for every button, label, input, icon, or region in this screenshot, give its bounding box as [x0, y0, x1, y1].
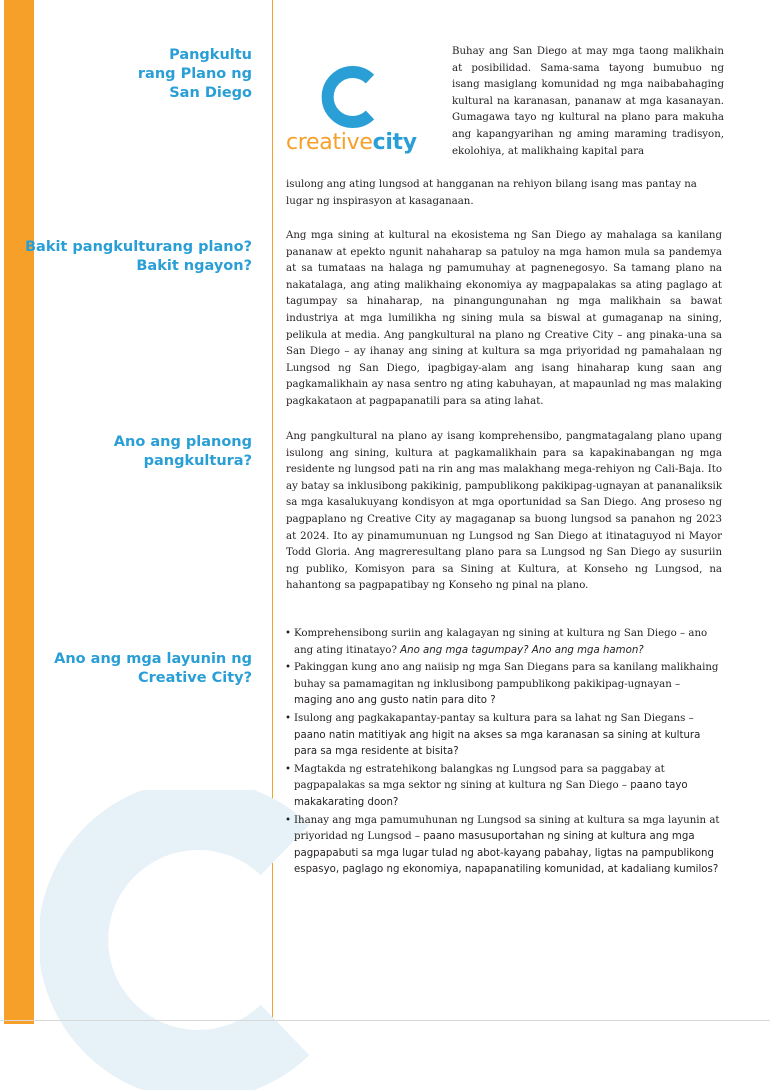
goal-lead: Isulong ang pagkakapantay-pantay sa kultura para sa lahat ng San Diegans – [294, 712, 694, 724]
creative-city-logo [282, 60, 418, 160]
logo-word-creative: creative [286, 130, 373, 155]
what-paragraph: Ang pangkultural na plano ay isang komprehensibo, pangmatagalang plano upang isulong ang sining, kultura at pagkamalikhain para sa kapakinabangan ng mga residente ng lungsod pati na rin ang mas malakhang mega-rehiyon ng Cali-Baja. Ito ay batay sa inklusibong pakikinig, pampublikong pakikipag-ugnayan at pananaliksik sa mga kasalukuyang kondisyon at mga oportunidad sa San Diego. Ang proseso ng pagpaplano ng Creative City ay magaganap sa buong lungsod sa panahon ng 2023 at 2024. Ito ay pinamumunuan ng Lungsod ng San Diego at itinataguyod ni Mayor Todd Gloria. Ang magreresultang plano para sa Lungsod ng San Diego ay susuriin ng publiko, Komisyon para sa Sining at Kultura, at Konseho ng Lungsod, na hahantong sa pagpapatibay ng Konseho ng pinal na plano. [286, 431, 722, 592]
intro-paragraph-top: Buhay ang San Diego at may mga taong malikhain at posibilidad. Sama-sama tayong bumubuo ng isang masiglang komunidad ng mga naibabahaging kultural na karanasan, pananaw at mga kasanayan. Gumagawa tayo ng kultural na plano para makuha ang kapangyarihan ng aming maraming tradisyon, ekolohiya, at malikhaing kapital para [452, 46, 724, 157]
goal-lead: Pakinggan kung ano ang naiisip ng mga San Diegans para sa kanilang malikhaing buhay sa pamamagitan ng inklusibong pampublikong pakikipag-ugnayan – [294, 662, 719, 690]
heading-goals: Ano ang mga layunin ng Creative City? [54, 651, 252, 686]
heading-cultural-plan: Pangkultu rang Plano ng San Diego [137, 47, 252, 101]
heading-what: Ano ang planong pangkultura? [113, 434, 252, 469]
goal-item [285, 626, 721, 659]
logo-wordmark [286, 130, 417, 155]
goal-lead: Magtakda ng estratehikong balangkas ng Lungsod para sa paggabay at pagpapalakas sa mga sektor ng sining at kultura ng San Diego – [294, 763, 665, 792]
why-paragraph: Ang mga sining at kultural na ekosistema ng San Diego ay mahalaga sa kanilang pananaw at epekto ngunit nahaharap sa patuloy na mga hamon mula sa pandemya at sa tumataas na halaga ng pamumuhay at pagnenegosyo. Sa tamang plano na nakatalaga, ang ating malikhaing ekonomiya ay magpapalakas sa ating paglago at tagumpay sa hinaharap, na pinangungunahan ng mga malikhain sa bawat industriya at mga lumilikha ng sining mula sa biswal at gumaganap na sining, pelikula at media. Ang pangkultural na plano ng Creative City – ang pinaka-una sa San Diego – ay ihanay ang sining at kultura sa mga priyoridad ng pamahalaan ng Lungsod ng San Diego, ipagbigay-alam ang isang hinaharap kung saan ang pagkamalikhain ay nasa sentro ng ating kabuhayan, at mapaunlad ng mas malaking pagkakataon at pagpapanatili para sa ating lahat. [286, 230, 722, 407]
goal-item [285, 660, 721, 710]
logo-word-city: city [372, 130, 417, 155]
goal-lead: Ihanay ang mga pamumuhunan ng Lungsod sa sining at kultura sa mga layunin at priyoridad ng Lungsod – [294, 814, 720, 843]
goal-question: paano masusuportahan ng sining at kultura ang mga pagpapabuti sa mga lugar tulad ng abot-kayang pabahay, ligtas na pampublikong espasyo, paglago ng ekonomiya, napapanatiling komunidad, at kadaliang kumilos? [294, 831, 719, 876]
goal-question: paano tayo makakarating doon? [294, 780, 688, 808]
logo-c-icon [318, 65, 382, 129]
goal-question: maging ano ang gusto natin para dito ? [294, 695, 496, 707]
goal-question: Ano ang mga tagumpay? Ano ang mga hamon? [400, 644, 644, 656]
intro-paragraph-bottom: isulong ang ating lungsod at hangganan na rehiyon bilang isang mas pantay na lugar ng inspirasyon at kasaganaan. [286, 179, 697, 207]
heading-why: Bakit pangkulturang plano? Bakit ngayon? [24, 239, 252, 274]
column-divider [272, 0, 273, 1024]
goal-question: paano natin matitiyak ang higit na akses sa mga karanasan sa sining at kultura para sa mga residente at bisita? [294, 729, 701, 758]
page-bottom-rule [0, 1020, 770, 1021]
goal-lead: Komprehensibong suriin ang kalagayan ng sining at kultura ng San Diego – ano ang ating itinatayo? [294, 628, 708, 656]
goal-item [285, 813, 721, 879]
goal-item [285, 762, 721, 812]
orange-side-bar [4, 0, 34, 1024]
goals-list [285, 626, 721, 880]
goal-item [285, 711, 721, 761]
